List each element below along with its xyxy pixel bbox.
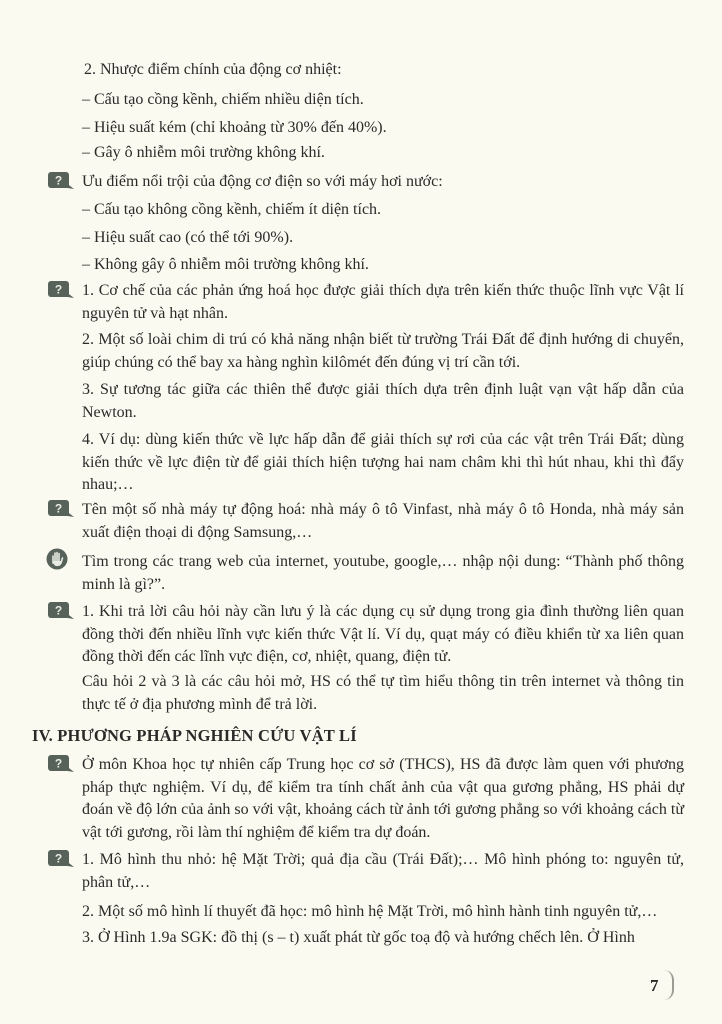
advantage-heading: Ưu điểm nổi trội của động cơ điện so với máy hơi nước: (82, 173, 443, 190)
section-heading: IV. PHƯƠNG PHÁP NGHIÊN CỨU VẬT LÍ (32, 726, 357, 745)
list-item: – Không gây ô nhiễm môi trường không khí. (82, 256, 369, 273)
list-item: – Cấu tạo không cồng kềnh, chiếm ít diện tích. (82, 201, 382, 218)
answer-paragraph: 3. Ở Hình 1.9a SGK: đồ thị (s – t) xuất phát từ gốc toạ độ và hướng chếch lên. Ở Hình (82, 929, 635, 946)
question-icon (47, 500, 75, 518)
question-icon (47, 850, 75, 868)
question-icon (47, 172, 75, 190)
answer-paragraph: Ở môn Khoa học tự nhiên cấp Trung học cơ sở (THCS), HS đã được làm quen với phương pháp thực nghiệm. Ví dụ, để kiểm tra tính chất ảnh của vật qua gương phẳng, HS phải dự đoán về độ lớn của ảnh so với vật, khoảng cách từ ảnh tới gương phẳng so với khoảng cách từ vật tới gương, rồi làm thí nghiệm để kiểm tra dự đoán. (82, 756, 684, 841)
answer-paragraph: Câu hỏi 2 và 3 là các câu hỏi mở, HS có thể tự tìm hiểu thông tin trên internet và thông tin thực tế ở địa phương mình để trả lời. (82, 673, 684, 713)
answer-paragraph: 2. Một số mô hình lí thuyết đã học: mô hình hệ Mặt Trời, mô hình hành tinh nguyên tử,… (82, 903, 658, 920)
answer-paragraph: Tên một số nhà máy tự động hoá: nhà máy ô tô Vinfast, nhà máy ô tô Honda, nhà máy sản xuất điện thoại di động Samsung,… (82, 501, 684, 541)
question-icon (47, 602, 75, 620)
list-item: – Cấu tạo cồng kềnh, chiếm nhiều diện tích. (82, 91, 364, 108)
answer-paragraph: 1. Mô hình thu nhỏ: hệ Mặt Trời; quả địa cầu (Trái Đất);… Mô hình phóng to: nguyên tử, phân tử,… (82, 851, 684, 891)
answer-paragraph: 2. Một số loài chim di trú có khả năng nhận biết từ trường Trái Đất để định hướng di chuyển, giúp chúng có thể bay xa hàng nghìn kilômét đến đúng vị trí cần tới. (82, 331, 684, 371)
answer-paragraph: 1. Cơ chế của các phản ứng hoá học được giải thích dựa trên kiến thức thuộc lĩnh vực Vật lí nguyên tử và hạt nhân. (82, 282, 684, 322)
list-item: – Gây ô nhiễm môi trường không khí. (82, 144, 325, 161)
page-number-bracket (664, 970, 674, 1000)
answer-paragraph: 1. Khi trả lời câu hỏi này cần lưu ý là các dụng cụ sử dụng trong gia đình thường liên quan đồng thời đến nhiều lĩnh vực kiến thức Vật lí. Ví dụ, quạt máy có điều khiển từ xa liên quan đồng thời đến các lĩnh vực điện, cơ, nhiệt, quang, điện tử. (82, 603, 684, 665)
page-number: 7 (650, 976, 659, 995)
drawback-heading: 2. Nhược điểm chính của động cơ nhiệt: (84, 61, 342, 78)
question-icon (47, 281, 75, 299)
answer-paragraph: 3. Sự tương tác giữa các thiên thể được giải thích dựa trên định luật vạn vật hấp dẫn của Newton. (82, 381, 684, 421)
list-item: – Hiệu suất kém (chỉ khoảng từ 30% đến 40%). (82, 119, 387, 136)
list-item: – Hiệu suất cao (có thể tới 90%). (82, 229, 294, 246)
answer-paragraph: 4. Ví dụ: dùng kiến thức về lực hấp dẫn để giải thích sự rơi của các vật trên Trái Đất; dùng kiến thức về lực điện từ để giải thích hiện tượng hai nam châm khi thì hút nhau, khi thì đẩy nhau;… (82, 431, 684, 493)
hand-icon (46, 548, 68, 570)
question-icon (47, 755, 75, 773)
activity-paragraph: Tìm trong các trang web của internet, youtube, google,… nhập nội dung: “Thành phố thông minh là gì?”. (82, 553, 684, 593)
